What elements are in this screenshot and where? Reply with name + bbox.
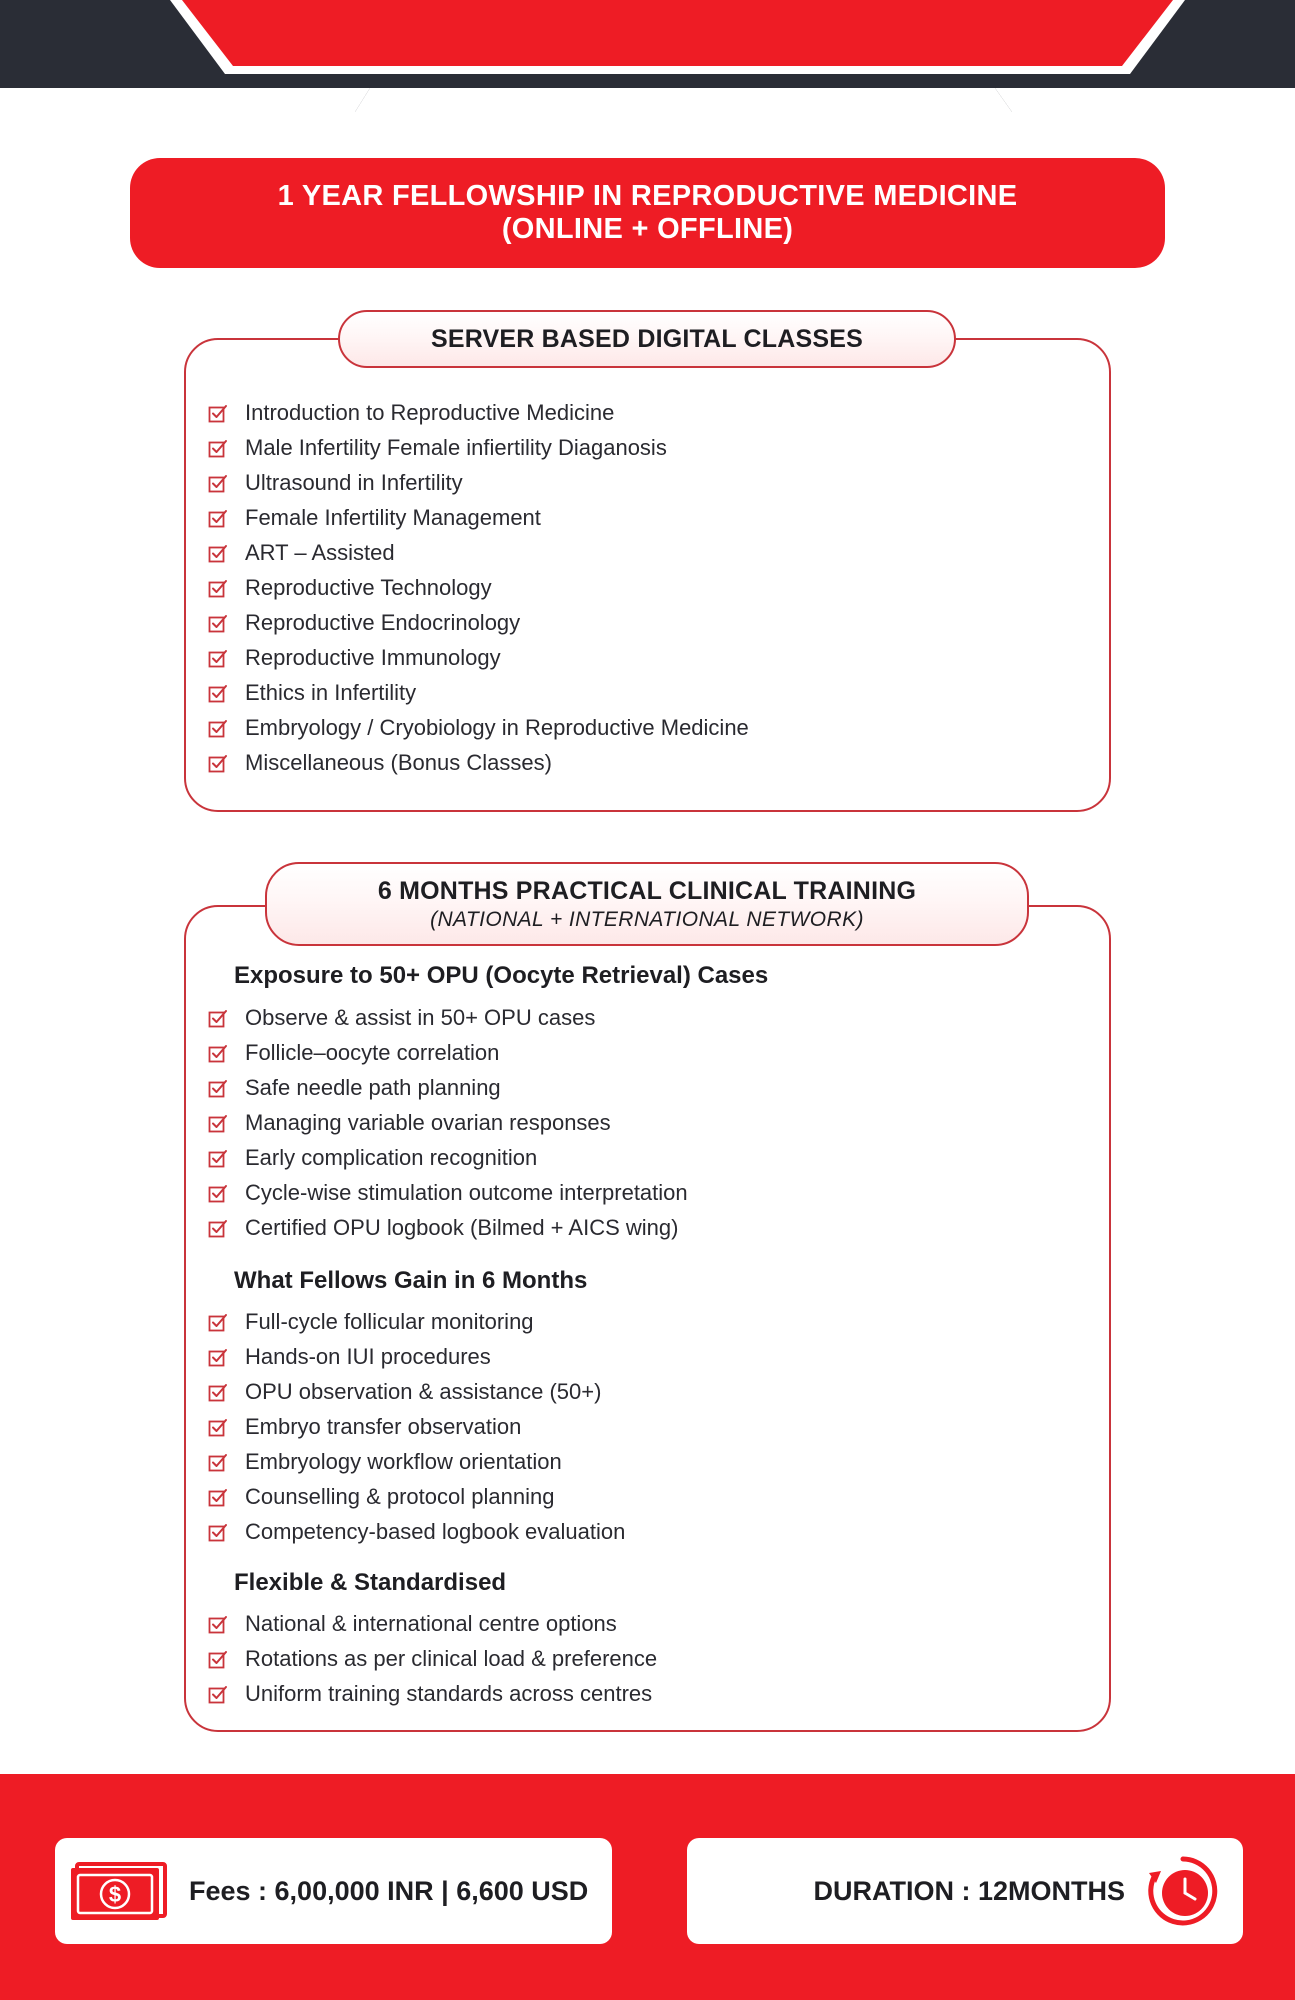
list-item-text: Reproductive Endocrinology <box>245 609 521 635</box>
list-item-text: Reproductive Technology <box>245 574 492 600</box>
list-item-text: Embryology workflow orientation <box>245 1448 562 1474</box>
list-item-text: Uniform training standards across centres <box>245 1680 653 1706</box>
checkbox-checked-icon <box>208 1417 228 1437</box>
checkbox-checked-icon <box>208 1347 228 1367</box>
list-item-text: Certified OPU logbook (Bilmed + AICS wing) <box>245 1214 679 1240</box>
checkbox-checked-icon <box>208 1183 228 1203</box>
list-item <box>208 1479 625 1514</box>
list-item <box>208 1339 625 1374</box>
list-item <box>208 1105 688 1140</box>
checkbox-checked-icon <box>208 1218 228 1238</box>
list-item <box>208 570 749 605</box>
list-item-text: Female Infertility Management <box>245 504 541 530</box>
checkbox-checked-icon <box>208 648 228 668</box>
list-item <box>208 1140 688 1175</box>
checkbox-checked-icon <box>208 1078 228 1098</box>
checkbox-checked-icon <box>208 438 228 458</box>
list-item-text: OPU observation & assistance (50+) <box>245 1378 602 1404</box>
fees-card <box>55 1838 612 1944</box>
list-item <box>208 710 749 745</box>
checkbox-checked-icon <box>208 1113 228 1133</box>
list-item-text: Managing variable ovarian responses <box>245 1109 611 1135</box>
flexible-standardised-heading: Flexible & Standardised <box>234 1569 507 1596</box>
list-item <box>208 1409 625 1444</box>
list-item <box>208 1210 688 1245</box>
list-item-text: Embryology / Cryobiology in Reproductive Medicine <box>245 714 749 740</box>
list-item-text: Reproductive Immunology <box>245 644 501 670</box>
list-item <box>208 1641 657 1676</box>
checkbox-checked-icon <box>208 578 228 598</box>
list-item <box>208 430 749 465</box>
checkbox-checked-icon <box>208 1649 228 1669</box>
list-item <box>208 1514 625 1549</box>
list-item-text: Introduction to Reproductive Medicine <box>245 399 615 425</box>
duration-card <box>687 1838 1243 1944</box>
list-item-text: ART – Assisted <box>245 539 395 565</box>
checkbox-checked-icon <box>208 683 228 703</box>
list-item-text: Observe & assist in 50+ OPU cases <box>245 1004 596 1030</box>
list-item-text: Cycle-wise stimulation outcome interpretation <box>245 1179 688 1205</box>
list-item-text: National & international centre options <box>245 1610 617 1636</box>
list-item-text: Follicle–oocyte correlation <box>245 1039 500 1065</box>
list-item <box>208 745 749 780</box>
list-item-text: Embryo transfer observation <box>245 1413 522 1439</box>
checkbox-checked-icon <box>208 753 228 773</box>
checkbox-checked-icon <box>208 1148 228 1168</box>
digital-classes-list <box>208 395 749 780</box>
clinical-training-title: 6 MONTHS PRACTICAL CLINICAL TRAINING <box>377 876 917 905</box>
list-item-text: Counselling & protocol planning <box>245 1483 555 1509</box>
fellows-gain-list <box>208 1304 625 1549</box>
clinical-training-subtitle: (NATIONAL + INTERNATIONAL NETWORK) <box>430 907 864 931</box>
checkbox-checked-icon <box>208 1043 228 1063</box>
flexible-standardised-list <box>208 1606 657 1711</box>
list-item-text: Male Infertility Female infiertility Diaganosis <box>245 434 667 460</box>
opu-exposure-list <box>208 1000 688 1245</box>
list-item <box>208 1676 657 1711</box>
list-item <box>208 675 749 710</box>
list-item <box>208 1175 688 1210</box>
checkbox-checked-icon <box>208 473 228 493</box>
list-item <box>208 1444 625 1479</box>
list-item-text: Ultrasound in Infertility <box>245 469 463 495</box>
list-item <box>208 535 749 570</box>
list-item <box>208 1000 688 1035</box>
list-item <box>208 1070 688 1105</box>
list-item <box>208 605 749 640</box>
checkbox-checked-icon <box>208 403 228 423</box>
checkbox-checked-icon <box>208 1684 228 1704</box>
list-item <box>208 1606 657 1641</box>
list-item <box>208 1374 625 1409</box>
list-item <box>208 1304 625 1339</box>
list-item <box>208 500 749 535</box>
svg-text:$: $ <box>108 1882 122 1907</box>
checkbox-checked-icon <box>208 1312 228 1332</box>
clock-icon <box>1145 1853 1221 1929</box>
checkbox-checked-icon <box>208 1487 228 1507</box>
list-item <box>208 395 749 430</box>
list-item-text: Safe needle path planning <box>245 1074 501 1100</box>
fellows-gain-heading: What Fellows Gain in 6 Months <box>234 1267 588 1294</box>
checkbox-checked-icon <box>208 718 228 738</box>
list-item-text: Miscellaneous (Bonus Classes) <box>245 749 552 775</box>
duration-text: DURATION : 12MONTHS <box>813 1875 1125 1906</box>
list-item <box>208 1035 688 1070</box>
fees-text: Fees : 6,00,000 INR | 6,600 USD <box>189 1875 589 1906</box>
digital-classes-title: SERVER BASED DIGITAL CLASSES <box>430 324 864 353</box>
opu-exposure-heading: Exposure to 50+ OPU (Oocyte Retrieval) Cases <box>234 962 769 989</box>
checkbox-checked-icon <box>208 613 228 633</box>
checkbox-checked-icon <box>208 508 228 528</box>
list-item <box>208 465 749 500</box>
list-item-text: Ethics in Infertility <box>245 679 417 705</box>
checkbox-checked-icon <box>208 1008 228 1028</box>
digital-classes-tab <box>338 310 956 368</box>
checkbox-checked-icon <box>208 1452 228 1472</box>
top-banner-graphic <box>0 0 1295 115</box>
list-item-text: Competency-based logbook evaluation <box>245 1518 626 1544</box>
main-title-banner <box>130 158 1165 268</box>
checkbox-checked-icon <box>208 543 228 563</box>
list-item-text: Early complication recognition <box>245 1144 538 1170</box>
checkbox-checked-icon <box>208 1614 228 1634</box>
money-icon <box>69 1860 169 1922</box>
main-title-line2: (ONLINE + OFFLINE) <box>501 213 794 245</box>
list-item-text: Full-cycle follicular monitoring <box>245 1308 534 1334</box>
main-title-line1: 1 YEAR FELLOWSHIP IN REPRODUCTIVE MEDICINE <box>277 180 1018 212</box>
checkbox-checked-icon <box>208 1382 228 1402</box>
list-item <box>208 640 749 675</box>
list-item-text: Rotations as per clinical load & preference <box>245 1645 658 1671</box>
list-item-text: Hands-on IUI procedures <box>245 1343 491 1369</box>
checkbox-checked-icon <box>208 1522 228 1542</box>
clinical-training-tab <box>265 862 1029 946</box>
